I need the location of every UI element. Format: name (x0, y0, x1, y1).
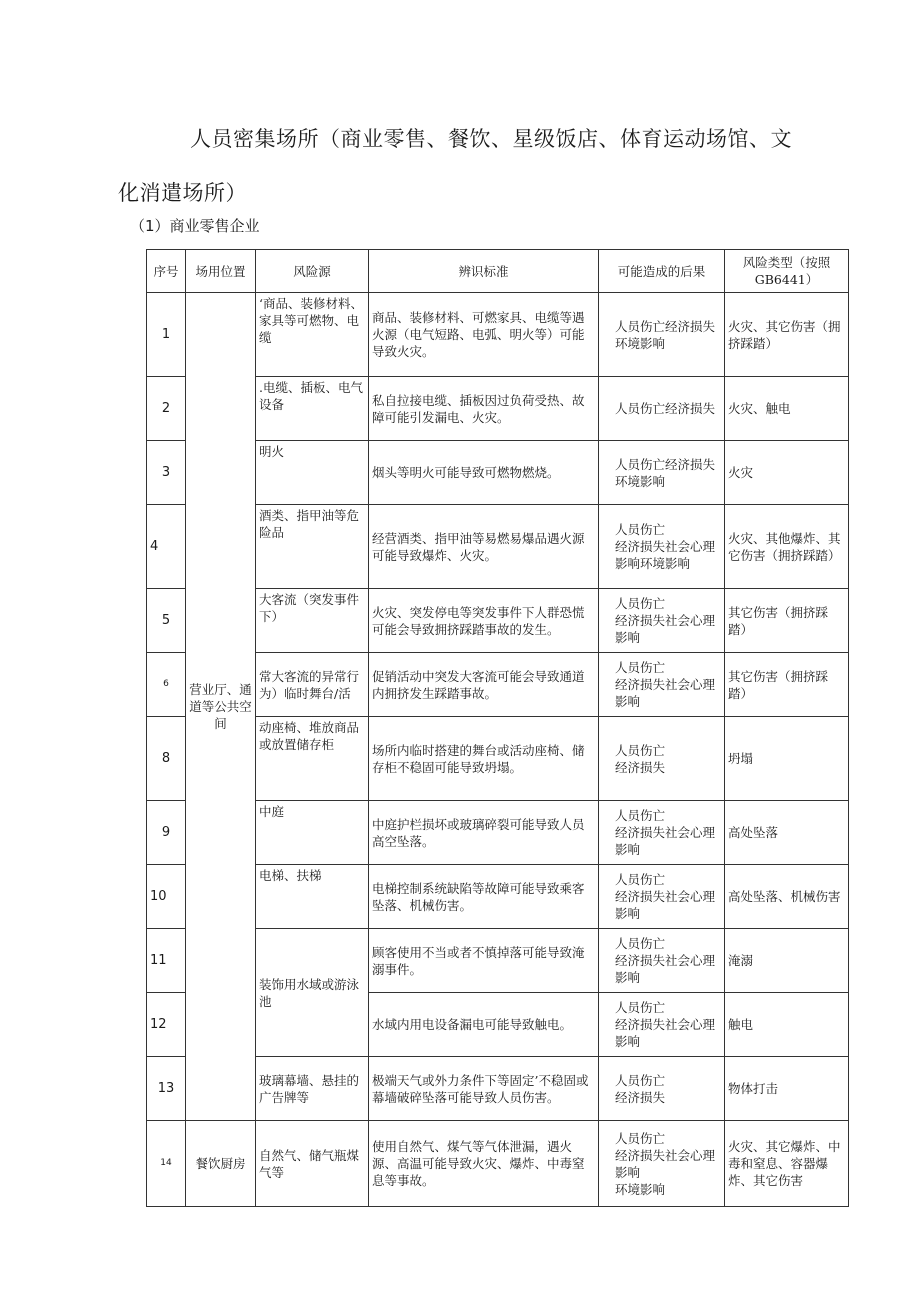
header-risk-type: 风险类型（按照GB6441） (725, 250, 849, 293)
header-criteria: 辨识标准 (369, 250, 599, 293)
header-consequence: 可能造成的后果 (599, 250, 725, 293)
criteria: 经营酒类、指甲油等易燃易爆品遇火源可能导致爆炸、火灾。 (369, 505, 599, 589)
row-no: 14 (147, 1121, 186, 1207)
criteria: 顾客使用不当或者不慎掉落可能导致淹溺事件。 (369, 929, 599, 993)
risk-source: ‘商品、装修材料、家具等可燃物、电缆 (256, 293, 369, 377)
risk-type: 坍塌 (725, 717, 849, 801)
criteria: 使用自然气、煤气等气体泄漏，遇火源、高温可能导致火灾、爆炸、中毒窒息等事故。 (369, 1121, 599, 1207)
criteria: 极端天气或外力条件下等固定’不稳固或幕墙破碎坠落可能导致人员伤害。 (369, 1057, 599, 1121)
consequence: 人员伤亡 经济损失社会心理影响 (599, 589, 725, 653)
consequence: 人员伤亡 经济损失 (599, 1057, 725, 1121)
criteria: 火灾、突发停电等突发事件下人群恐慌可能会导致拥挤踩踏事故的发生。 (369, 589, 599, 653)
location-kitchen: 餐饮厨房 (186, 1121, 256, 1207)
consequence: 人员伤亡经济损失 (599, 377, 725, 441)
criteria: 场所内临时搭建的舞台或活动座椅、储存柜不稳固可能导致坍塌。 (369, 717, 599, 801)
criteria: 促销活动中突发大客流可能会导致通道内拥挤发生踩踏事故。 (369, 653, 599, 717)
consequence: 人员伤亡 经济损失社会心理影响 (599, 993, 725, 1057)
consequence: 人员伤亡经济损失环境影响 (599, 293, 725, 377)
table-header-row (147, 250, 849, 293)
consequence: 人员伤亡 经济损失社会心理影响环境影响 (599, 505, 725, 589)
row-no: 13 (147, 1057, 186, 1121)
row-no: 2 (147, 377, 186, 441)
risk-type: 高处坠落、机械伤害 (725, 865, 849, 929)
title-line-2: 化消遣场所） (118, 181, 247, 205)
risk-type: 高处坠落 (725, 801, 849, 865)
criteria: 电梯控制系统缺陷等故障可能导致乘客坠落、机械伤害。 (369, 865, 599, 929)
risk-type: 火灾 (725, 441, 849, 505)
risk-type: 物体打击 (725, 1057, 849, 1121)
consequence: 人员伤亡 经济损失社会心理影响 (599, 801, 725, 865)
risk-type: 火灾、其它爆炸、中毒和窒息、容器爆炸、其它伤害 (725, 1121, 849, 1207)
row-no: 12 (147, 993, 186, 1057)
criteria: 私自拉接电缆、插板因过负荷受热、故障可能引发漏电、火灾。 (369, 377, 599, 441)
risk-type: 淹溺 (725, 929, 849, 993)
title-line-1: 人员密集场所（商业零售、餐饮、星级饭店、体育运动场馆、文 (190, 127, 792, 151)
consequence: 人员伤亡 经济损失社会心理影响 (599, 865, 725, 929)
risk-source: 常大客流的异常行为）临时舞台/活 (256, 653, 369, 717)
risk-type: 火灾、其他爆炸、其它伤害（拥挤踩踏） (725, 505, 849, 589)
row-no: 4 (147, 505, 186, 589)
risk-type: 火灾、其它伤害（拥挤踩踏） (725, 293, 849, 377)
table-row (147, 1121, 849, 1207)
criteria: 中庭护栏损坏或玻璃碎裂可能导致人员高空坠落。 (369, 801, 599, 865)
consequence: 人员伤亡 经济损失社会心理影响 环境影响 (599, 1121, 725, 1207)
risk-source: 明火 (256, 441, 369, 505)
risk-type: 火灾、触电 (725, 377, 849, 441)
criteria: 商品、装修材料、可燃家具、电缆等遇火源（电气短路、电弧、明火等）可能导致火灾。 (369, 293, 599, 377)
risk-type: 其它伤害（拥挤踩踏） (725, 653, 849, 717)
header-location: 场用位置 (186, 250, 256, 293)
table-row (147, 293, 849, 377)
consequence: 人员伤亡经济损失环境影响 (599, 441, 725, 505)
risk-source: 酒类、指甲油等危险品 (256, 505, 369, 589)
risk-source: 装饰用水域或游泳池 (256, 929, 369, 1057)
location-public: 营业厅、通道等公共空间 (186, 293, 256, 1121)
row-no: 6 (147, 653, 186, 717)
row-no: 1 (147, 293, 186, 377)
criteria: 水域内用电设备漏电可能导致触电。 (369, 993, 599, 1057)
risk-source: 电梯、扶梯 (256, 865, 369, 929)
risk-source: 中庭 (256, 801, 369, 865)
risk-type: 触电 (725, 993, 849, 1057)
consequence: 人员伤亡 经济损失社会心理影响 (599, 653, 725, 717)
criteria: 烟头等明火可能导致可燃物燃烧。 (369, 441, 599, 505)
risk-source: 动座椅、堆放商品或放置储存柜 (256, 717, 369, 801)
risk-table (146, 249, 849, 1207)
consequence: 人员伤亡 经济损失 (599, 717, 725, 801)
row-no: 3 (147, 441, 186, 505)
risk-source: 玻璃幕墙、悬挂的广告牌等 (256, 1057, 369, 1121)
consequence: 人员伤亡 经济损失社会心理影响 (599, 929, 725, 993)
section-subtitle: （1）商业零售企业 (130, 217, 260, 235)
row-no: 11 (147, 929, 186, 993)
risk-type: 其它伤害（拥挤踩踏） (725, 589, 849, 653)
header-no: 序号 (147, 250, 186, 293)
row-no: 9 (147, 801, 186, 865)
risk-source: 大客流（突发事件下） (256, 589, 369, 653)
row-no: 5 (147, 589, 186, 653)
row-no: 8 (147, 717, 186, 801)
document-title (118, 112, 818, 220)
row-no: 10 (147, 865, 186, 929)
risk-source: 自然气、储气瓶煤气等 (256, 1121, 369, 1207)
header-source: 风险源 (256, 250, 369, 293)
risk-source: .电缆、插板、电气设备 (256, 377, 369, 441)
